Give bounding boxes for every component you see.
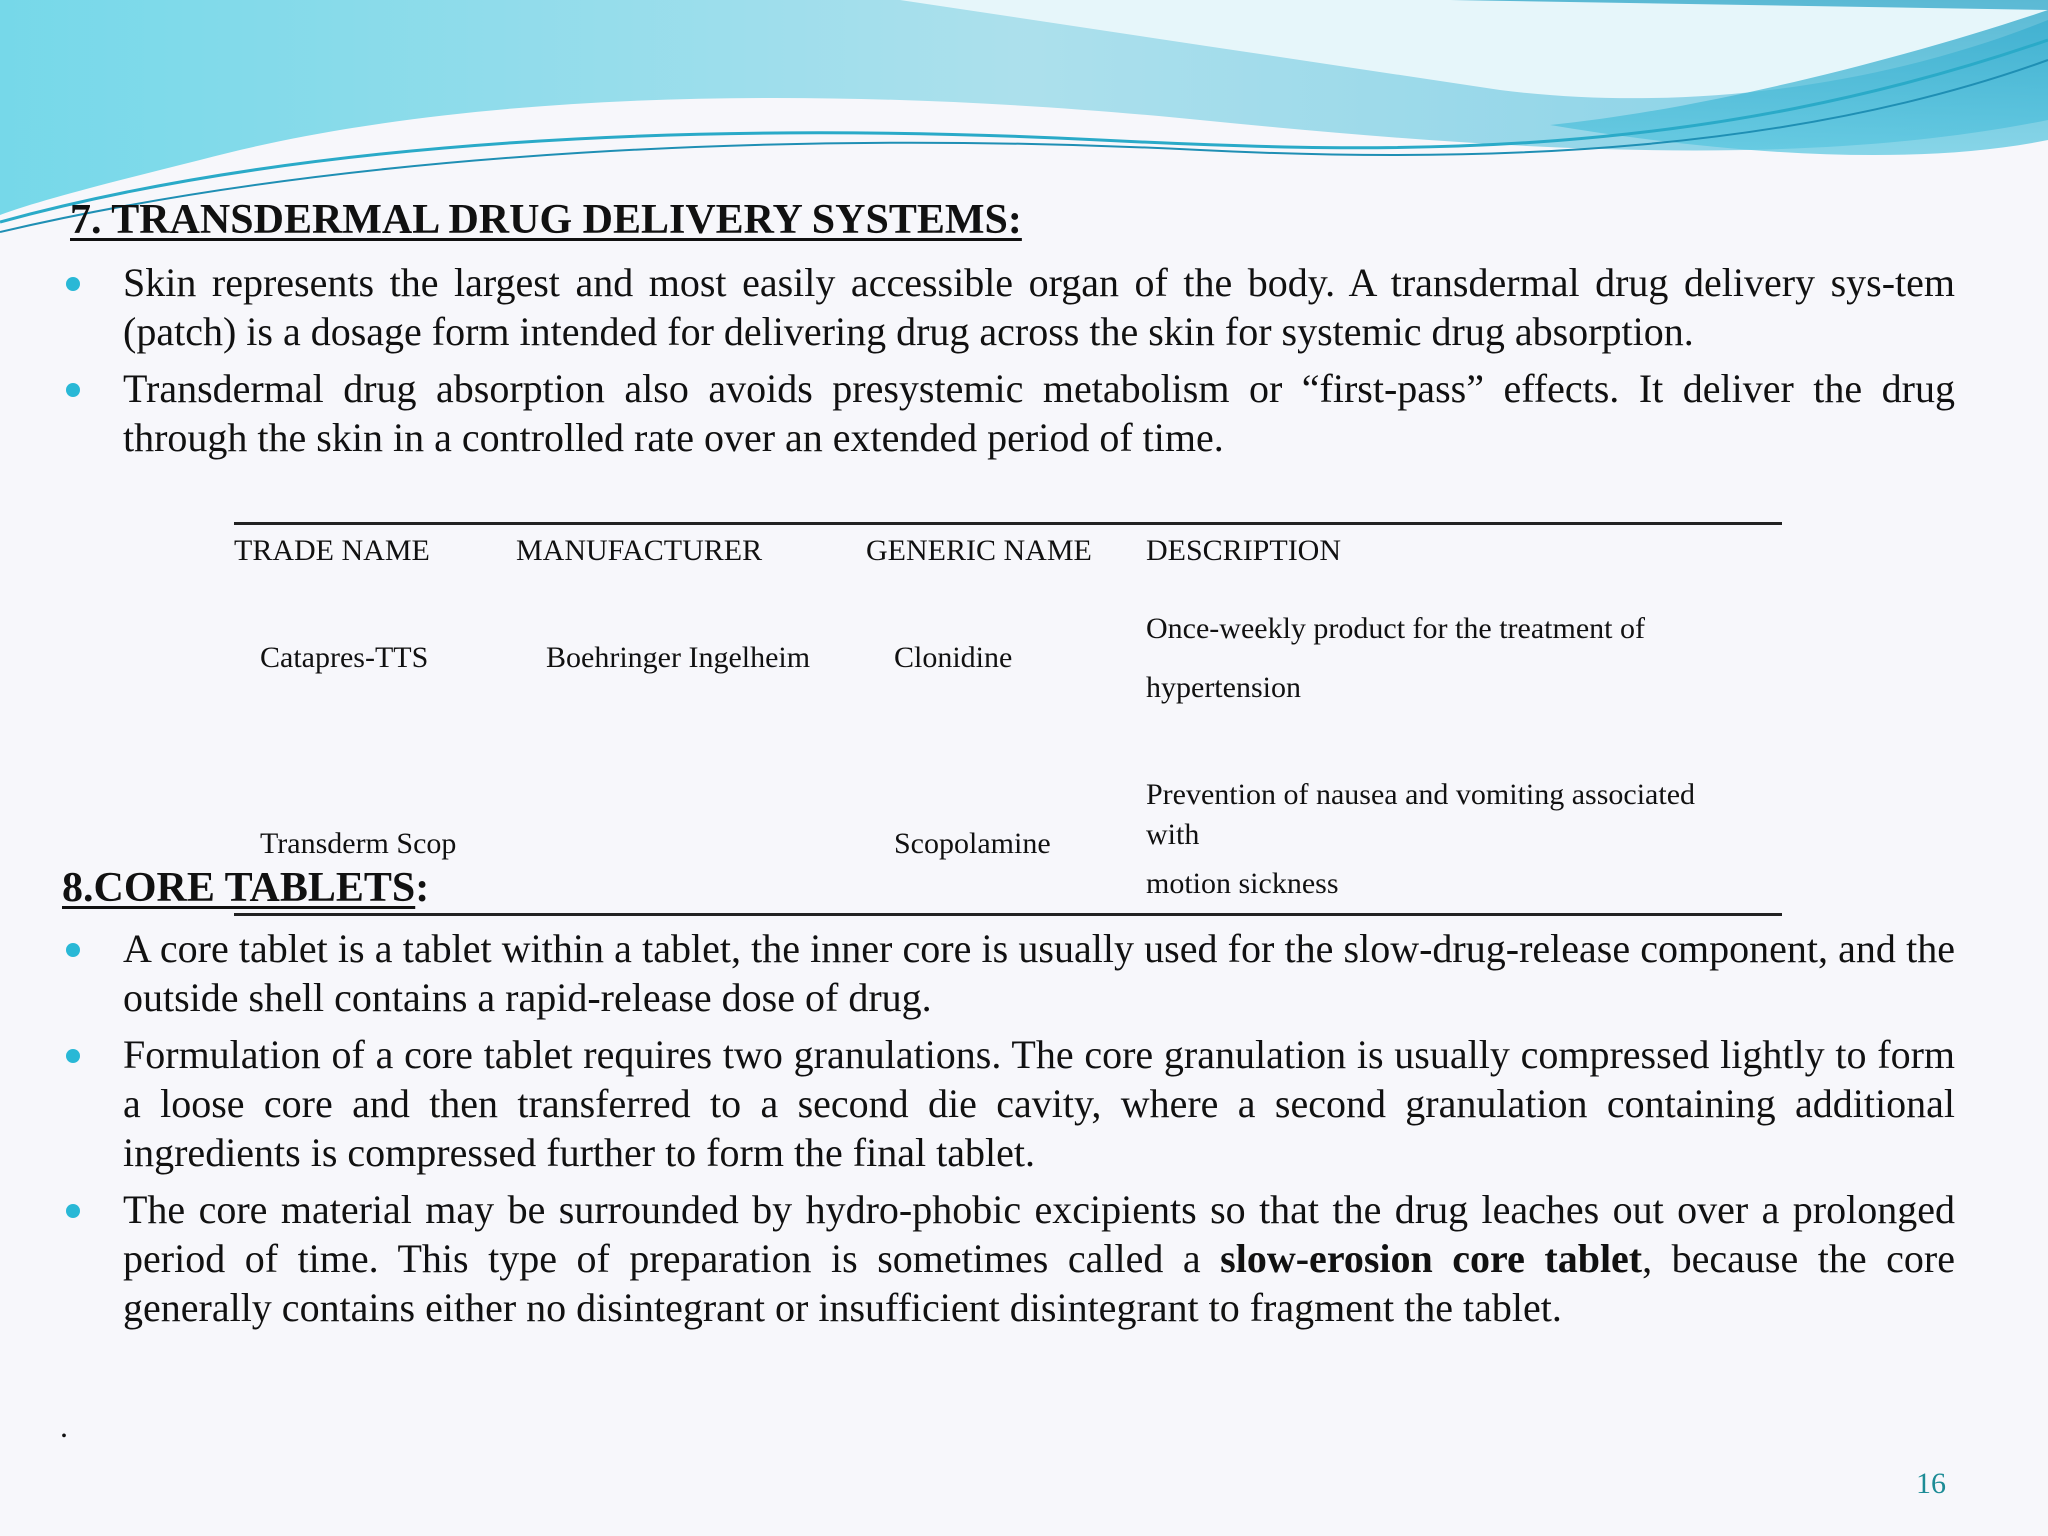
bullet-text: Skin represents the largest and most easily accessible organ of the body. A transdermal drug delivery sys-tem (patch) is a dosage form intended for delivering drug across the skin for systemic drug absorption. bbox=[123, 260, 1955, 354]
bullet-text bbox=[123, 1185, 1955, 1332]
column-header-generic-name: GENERIC NAME bbox=[866, 534, 1092, 567]
description-line: Once-weekly product for the treatment of bbox=[1146, 612, 1645, 645]
description-line: hypertension bbox=[1146, 671, 1301, 704]
list-item bbox=[0, 1030, 2048, 1177]
cell-trade-name: Catapres-TTS bbox=[260, 641, 429, 674]
cell-generic-name: Scopolamine bbox=[894, 827, 1051, 860]
bullet-text-part: The core material may be surrounded by hydro-phobic excipients so that the drug leaches out over a prolonged period of time. This type of preparation is sometimes called a bbox=[123, 1187, 1955, 1281]
bullet-dot-icon bbox=[66, 1204, 80, 1218]
table-row bbox=[234, 581, 1782, 735]
description-line: with bbox=[1146, 818, 1200, 851]
column-header-manufacturer: MANUFACTURER bbox=[516, 534, 763, 567]
bullet-dot-icon bbox=[66, 383, 80, 397]
bullet-text: A core tablet is a tablet within a tablet, the inner core is usually used for the slow-drug-release component, and the outside shell contains a rapid-release dose of drug. bbox=[123, 926, 1955, 1020]
description-line: motion sickness bbox=[1146, 867, 1339, 900]
cell-manufacturer bbox=[492, 735, 866, 915]
bullet-text: Formulation of a core tablet requires two granulations. The core granulation is usually compressed lightly to form a loose core and then transferred to a second die cavity, where a second granulation containing additional ingredients is compressed further to form the final tablet. bbox=[123, 1032, 1955, 1175]
column-header-description: DESCRIPTION bbox=[1146, 534, 1342, 567]
list-item bbox=[0, 1185, 2048, 1332]
list-item bbox=[0, 924, 2048, 1022]
section-heading-core-tablets bbox=[62, 864, 429, 912]
cell-description bbox=[1146, 735, 1782, 915]
cell-manufacturer: Boehringer Ingelheim bbox=[546, 641, 811, 674]
section-heading-core-tablets-text: 8.CORE TABLETS bbox=[62, 865, 416, 911]
section-heading-transdermal bbox=[70, 196, 1022, 244]
bullet-dot-icon bbox=[66, 277, 80, 291]
transdermal-products-table bbox=[234, 522, 1782, 916]
section-heading-colon: : bbox=[415, 865, 430, 911]
list-item bbox=[0, 364, 2048, 462]
stray-period-mark: . bbox=[60, 1408, 68, 1444]
bullet-text: Transdermal drug absorption also avoids presystemic metabolism or “first-pass” effects. It deliver the drug through the skin in a controlled rate over an extended period of time. bbox=[123, 366, 1955, 460]
page-number: 16 bbox=[1916, 1467, 1946, 1500]
cell-generic-name: Clonidine bbox=[894, 641, 1013, 674]
table-header-row bbox=[234, 524, 1782, 582]
section-heading-transdermal-text: 7. TRANSDERMAL DRUG DELIVERY SYSTEMS: bbox=[70, 197, 1022, 243]
bullet-dot-icon bbox=[66, 943, 80, 957]
cell-trade-name: Transderm Scop bbox=[260, 827, 457, 860]
table-row bbox=[234, 735, 1782, 915]
bullet-dot-icon bbox=[66, 1049, 80, 1063]
core-tablets-bullet-list bbox=[0, 924, 2048, 1340]
description-line: Prevention of nausea and vomiting associated bbox=[1146, 778, 1696, 811]
bullet-text-part: , because the core generally contains either no disintegrant or insufficient disintegrant to fragment the tablet. bbox=[123, 1236, 1955, 1330]
cell-description bbox=[1146, 581, 1782, 735]
bold-term: slow-erosion core tablet bbox=[1220, 1236, 1643, 1281]
transdermal-bullet-list bbox=[0, 258, 2048, 470]
column-header-trade-name: TRADE NAME bbox=[234, 534, 430, 567]
list-item bbox=[0, 258, 2048, 356]
